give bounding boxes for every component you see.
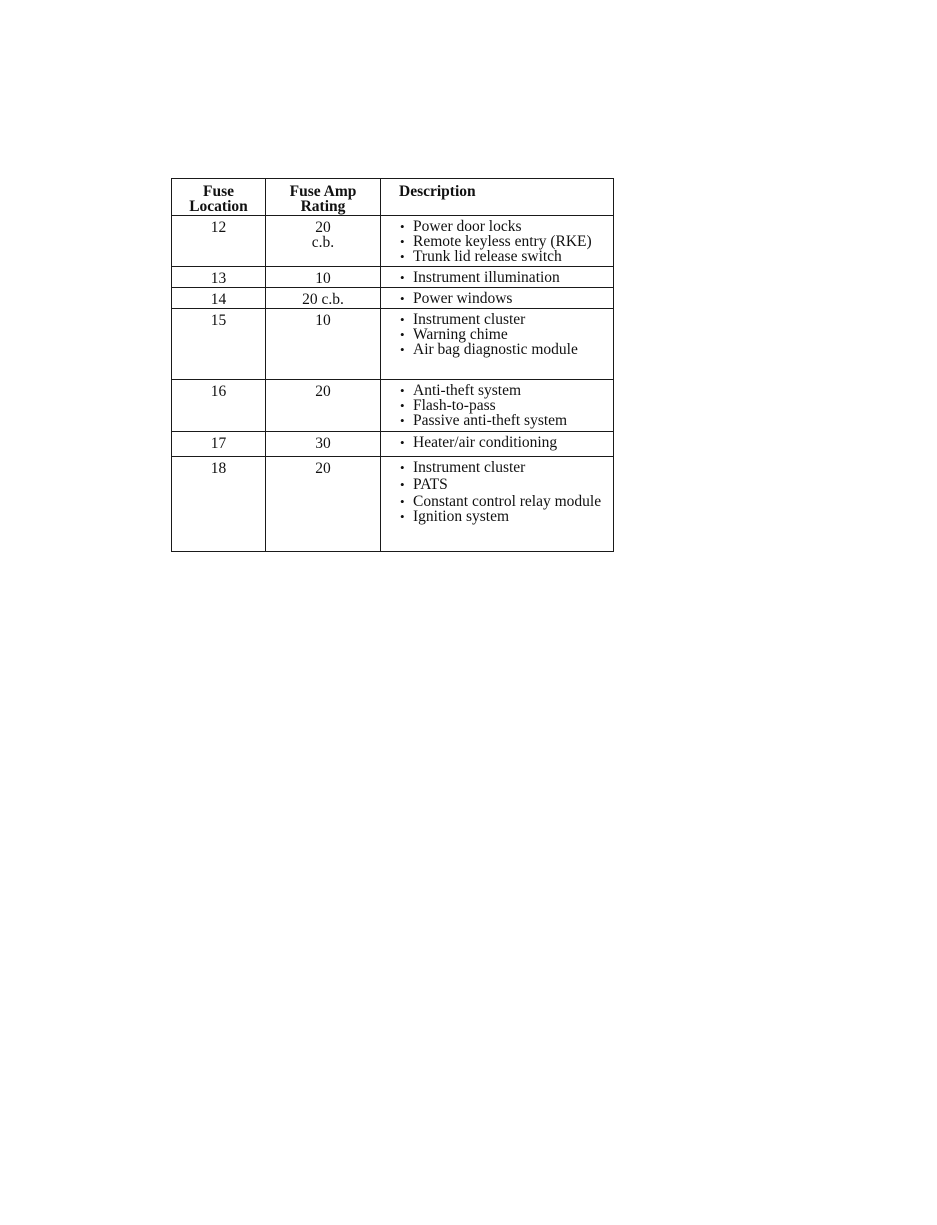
amp-line: 10 xyxy=(315,270,331,287)
header-fuse-location-line: Fuse xyxy=(203,183,234,200)
fuse-location-cell: 18 xyxy=(172,457,266,552)
table-row xyxy=(172,457,614,552)
fuse-amp-cell xyxy=(266,457,381,552)
fuse-amp-cell xyxy=(266,216,381,267)
description-cell xyxy=(381,288,614,309)
table-row xyxy=(172,267,614,288)
table-row xyxy=(172,309,614,380)
fuse-amp-cell xyxy=(266,432,381,457)
description-item: • Warning chime xyxy=(400,327,613,342)
fuse-location-cell: 17 xyxy=(172,432,266,457)
description-item: • Constant control relay module xyxy=(400,494,613,509)
amp-line: 20 xyxy=(315,383,331,400)
header-fuse-amp-line: Fuse Amp xyxy=(289,183,357,200)
amp-line: 20 xyxy=(315,219,331,236)
header-description: Description xyxy=(381,179,614,216)
fuse-amp-cell xyxy=(266,380,381,432)
header-fuse-amp-line: Rating xyxy=(300,198,346,215)
fuse-amp-cell xyxy=(266,267,381,288)
amp-line: 10 xyxy=(315,312,331,329)
fuse-location-cell: 12 xyxy=(172,216,266,267)
description-item: • Instrument illumination xyxy=(400,270,613,285)
amp-line: 20 xyxy=(315,460,331,477)
description-item: • Power windows xyxy=(400,291,613,306)
description-item: • Heater/air conditioning xyxy=(400,435,613,450)
header-row xyxy=(172,179,614,216)
description-item: • Instrument cluster xyxy=(400,460,613,475)
description-item: • Flash-to-pass xyxy=(400,398,613,413)
description-cell xyxy=(381,432,614,457)
description-cell xyxy=(381,380,614,432)
description-item: • Instrument cluster xyxy=(400,312,613,327)
description-cell xyxy=(381,309,614,380)
description-item: • Remote keyless entry (RKE) xyxy=(400,234,613,249)
description-item: • Power door locks xyxy=(400,219,613,234)
fuse-location-cell: 13 xyxy=(172,267,266,288)
description-cell xyxy=(381,267,614,288)
fuse-table xyxy=(171,178,614,552)
table-row xyxy=(172,216,614,267)
header-fuse-amp-rating xyxy=(266,179,381,216)
header-fuse-location-line: Location xyxy=(189,198,248,215)
description-cell xyxy=(381,457,614,552)
fuse-amp-cell xyxy=(266,309,381,380)
description-cell xyxy=(381,216,614,267)
fuse-location-cell: 16 xyxy=(172,380,266,432)
fuse-amp-cell xyxy=(266,288,381,309)
header-fuse-location xyxy=(172,179,266,216)
description-item: • Ignition system xyxy=(400,509,613,524)
table-row xyxy=(172,288,614,309)
description-item: • Anti-theft system xyxy=(400,383,613,398)
description-item: • Trunk lid release switch xyxy=(400,249,613,264)
table-row xyxy=(172,380,614,432)
description-item: • Air bag diagnostic module xyxy=(400,342,613,357)
amp-line: c.b. xyxy=(311,234,335,251)
table-row xyxy=(172,432,614,457)
description-item: • PATS xyxy=(400,477,613,492)
fuse-location-cell: 15 xyxy=(172,309,266,380)
amp-line: 30 xyxy=(315,435,331,452)
fuse-location-cell: 14 xyxy=(172,288,266,309)
amp-line: 20 c.b. xyxy=(302,291,344,308)
description-item: • Passive anti-theft system xyxy=(400,413,613,428)
